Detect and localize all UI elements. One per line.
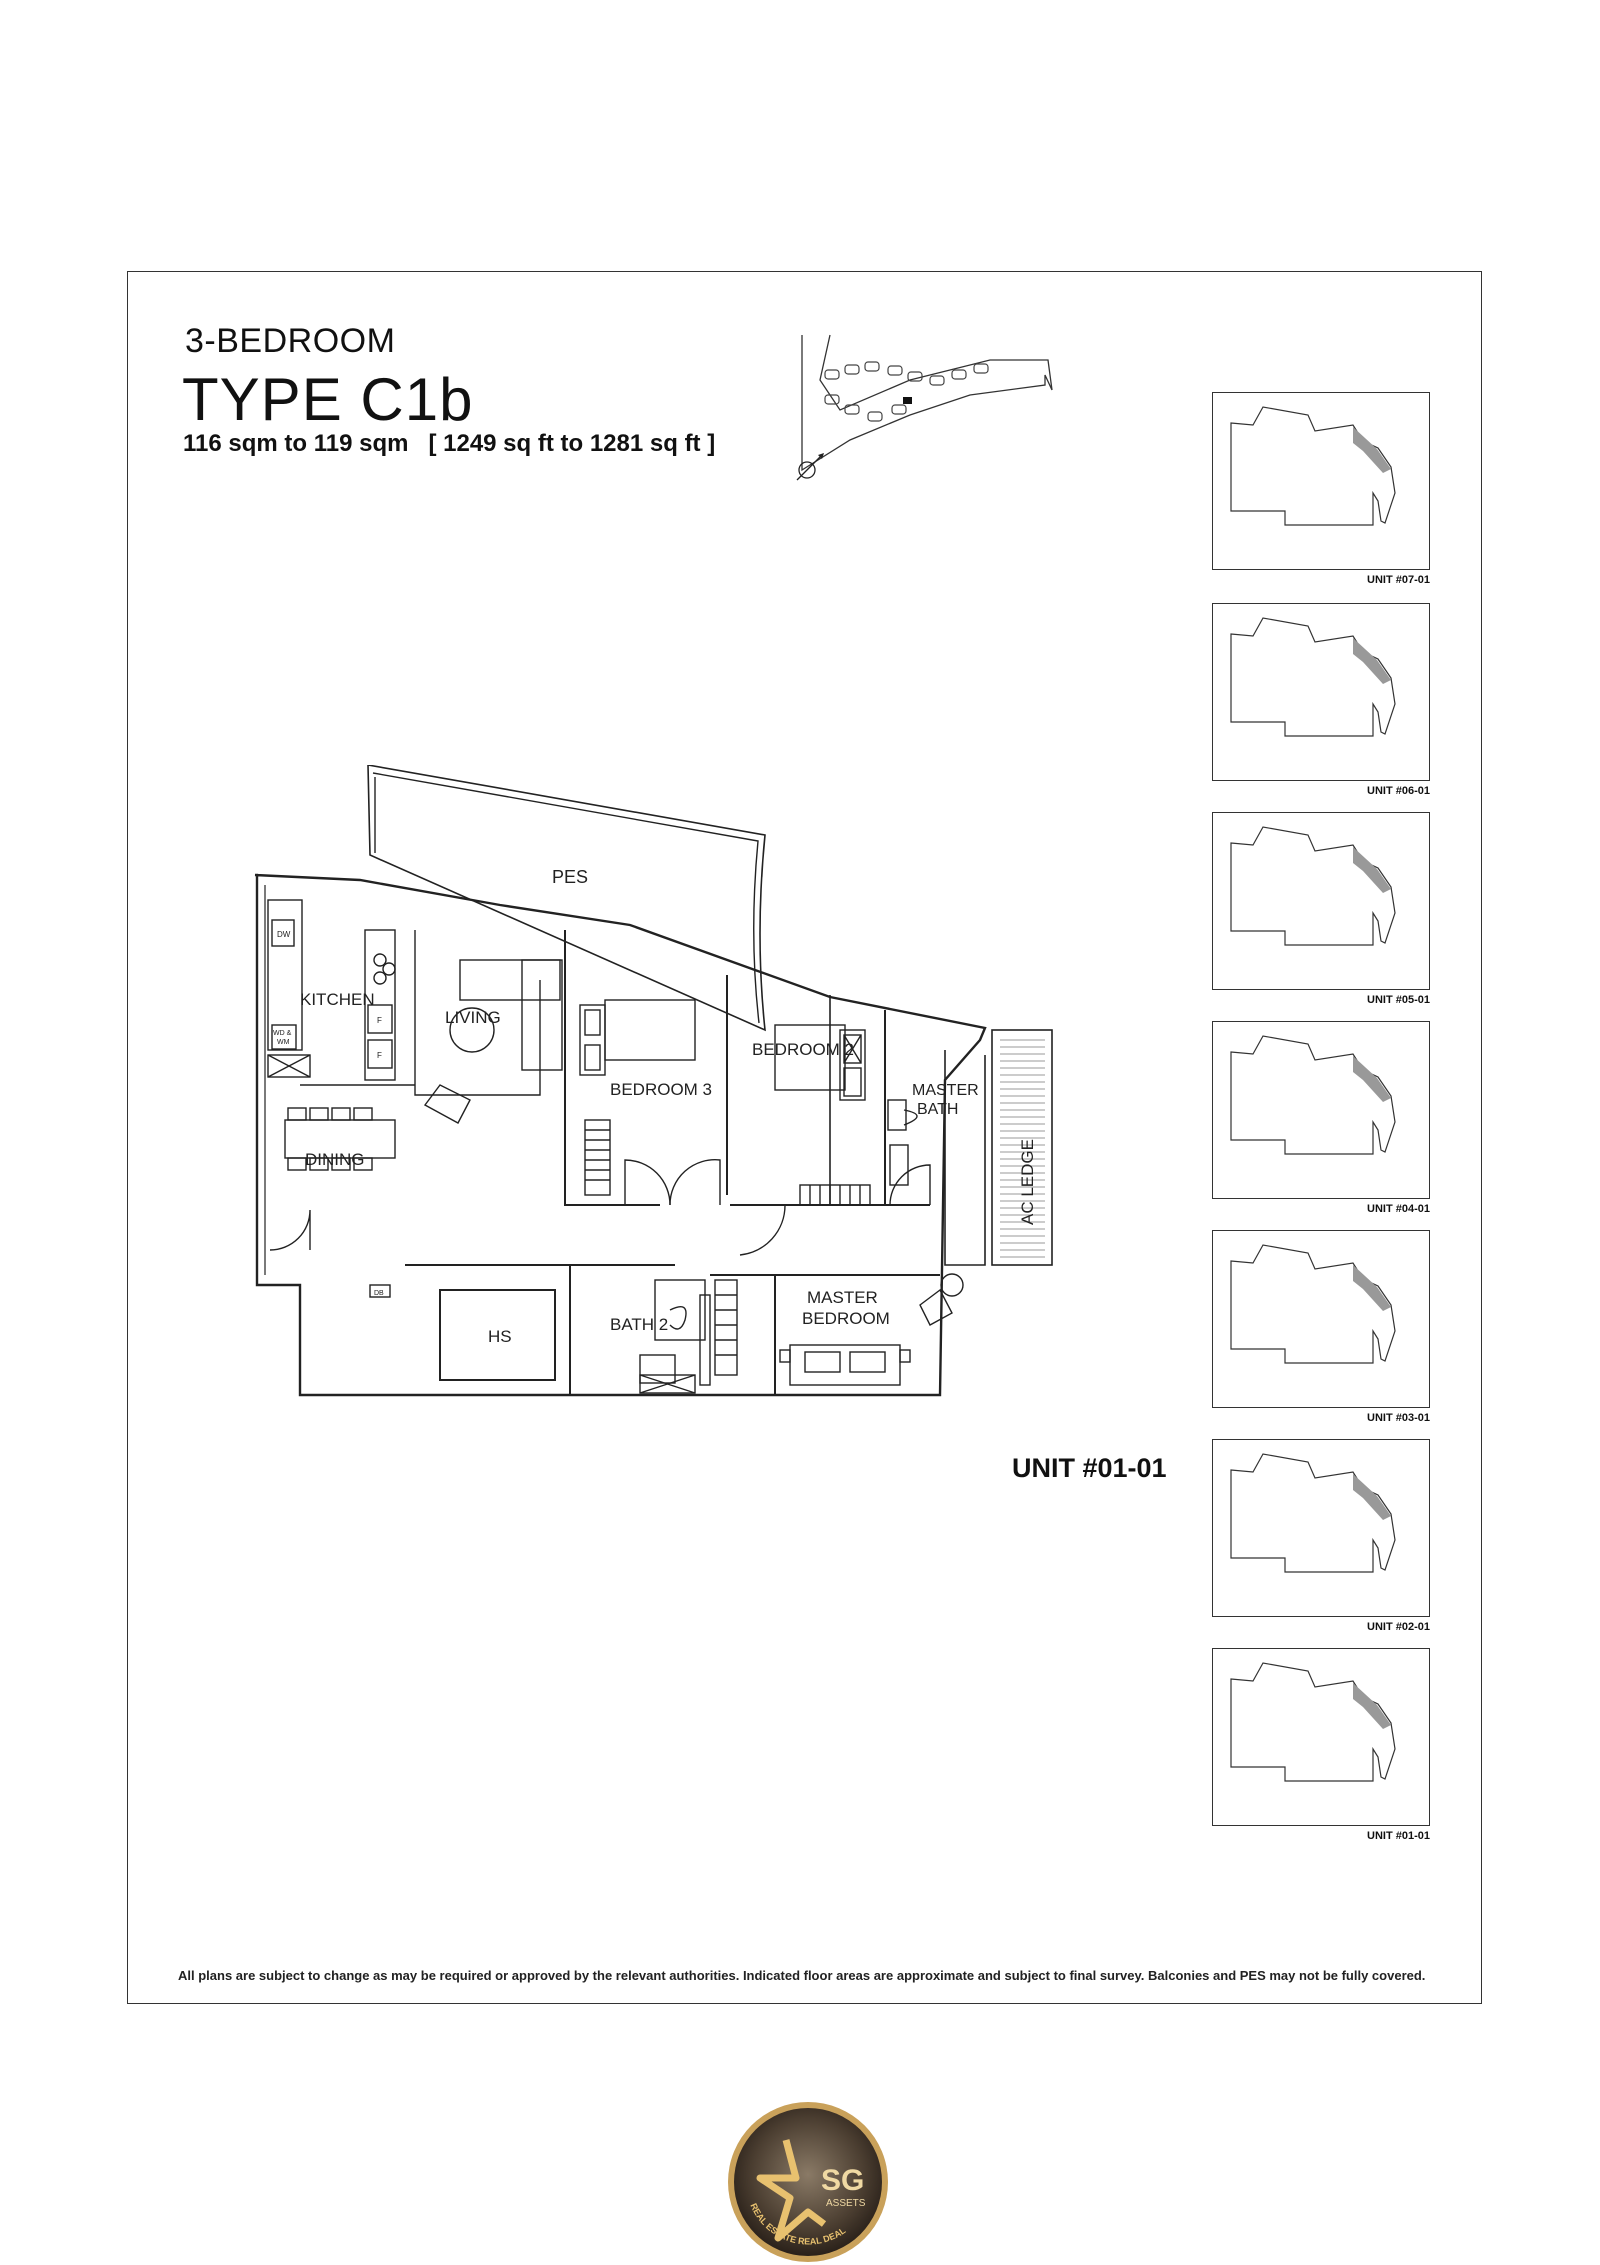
room-label-bedroom-3: BEDROOM 3 [610, 1080, 713, 1099]
logo-text: SG [821, 2164, 865, 2197]
logo-ring-text: REAL ESTATE REAL DEAL [748, 2201, 848, 2247]
fixture-dw: DW [277, 930, 291, 939]
key-plan-thumbnail [1212, 392, 1430, 570]
key-plan-label: UNIT #05-01 [1367, 994, 1430, 1006]
room-label-pes: PES [552, 867, 589, 887]
key-plan-thumbnail [1212, 1648, 1430, 1826]
key-plan-outline [1213, 1231, 1429, 1407]
highlighted-unit-icon [1353, 1265, 1391, 1311]
unit-type-title: TYPE C1b [182, 366, 474, 433]
room-label-bedroom-2: BEDROOM 2 [752, 1040, 855, 1059]
room-label-living: LIVING [445, 1008, 501, 1027]
key-plan-outline [1213, 1022, 1429, 1198]
highlighted-unit-icon [1353, 638, 1391, 684]
site-location-map [790, 320, 1060, 490]
key-plan-label: UNIT #01-01 [1367, 1830, 1430, 1842]
key-plan-outline [1213, 604, 1429, 780]
room-label-master-bath-1: MASTER [912, 1082, 979, 1099]
room-label-ac-ledge: AC LEDGE [1018, 1139, 1037, 1225]
key-plan-thumbnail [1212, 1439, 1430, 1617]
key-plan-thumbnail [1212, 603, 1430, 781]
key-plan-thumbnail [1212, 812, 1430, 990]
fixture-db: DB [374, 1290, 384, 1297]
disclaimer: All plans are subject to change as may be required or approved by the relevant authorities. Indicated floor areas are approximate and subject to final survey. Balconies and PES may not be fully covered. [178, 1968, 1426, 1983]
key-plan-outline [1213, 1440, 1429, 1616]
key-plan-label: UNIT #02-01 [1367, 1621, 1430, 1633]
room-label-bath-2: BATH 2 [610, 1315, 669, 1334]
highlighted-unit-icon [1353, 1474, 1391, 1520]
north-compass-icon [797, 453, 824, 480]
room-label-kitchen: KITCHEN [300, 990, 375, 1009]
fixture-wd-wm-1: WD & [273, 1030, 292, 1037]
highlighted-unit-icon [1353, 427, 1391, 473]
room-label-master-bedroom-2: BEDROOM [802, 1309, 890, 1328]
sg-assets-logo [726, 2100, 891, 2265]
pes-outline [368, 765, 765, 1030]
highlighted-unit-icon [1353, 1056, 1391, 1102]
key-plan-outline [1213, 813, 1429, 989]
key-plan-label: UNIT #03-01 [1367, 1412, 1430, 1424]
fixture-wd-wm-2: WM [277, 1039, 290, 1046]
area-range: 116 sqm to 119 sqm [ 1249 sq ft to 1281 sq ft ] [183, 430, 716, 457]
room-label-master-bedroom-1: MASTER [807, 1288, 878, 1307]
key-plan-outline [1213, 1649, 1429, 1825]
highlighted-unit-icon [1353, 1683, 1391, 1729]
key-plan-label: UNIT #07-01 [1367, 574, 1430, 586]
fixture-fridge-1: F [377, 1016, 382, 1025]
key-plan-label: UNIT #04-01 [1367, 1203, 1430, 1215]
key-plan-label: UNIT #06-01 [1367, 785, 1430, 797]
key-plan-thumbnail [1212, 1021, 1430, 1199]
room-label-hs: HS [488, 1327, 512, 1346]
fixture-fridge-2: F [377, 1051, 382, 1060]
key-plan-thumbnail [1212, 1230, 1430, 1408]
highlighted-unit-icon [1353, 847, 1391, 893]
room-label-master-bath-2: BATH [917, 1101, 959, 1118]
key-plan-outline [1213, 393, 1429, 569]
logo-subtext: ASSETS [826, 2198, 866, 2209]
floor-plan [240, 765, 1130, 1405]
selected-unit-label: UNIT #01-01 [1012, 1453, 1167, 1483]
room-label-dining: DINING [305, 1150, 365, 1169]
bedroom-category: 3-BEDROOM [185, 322, 396, 360]
